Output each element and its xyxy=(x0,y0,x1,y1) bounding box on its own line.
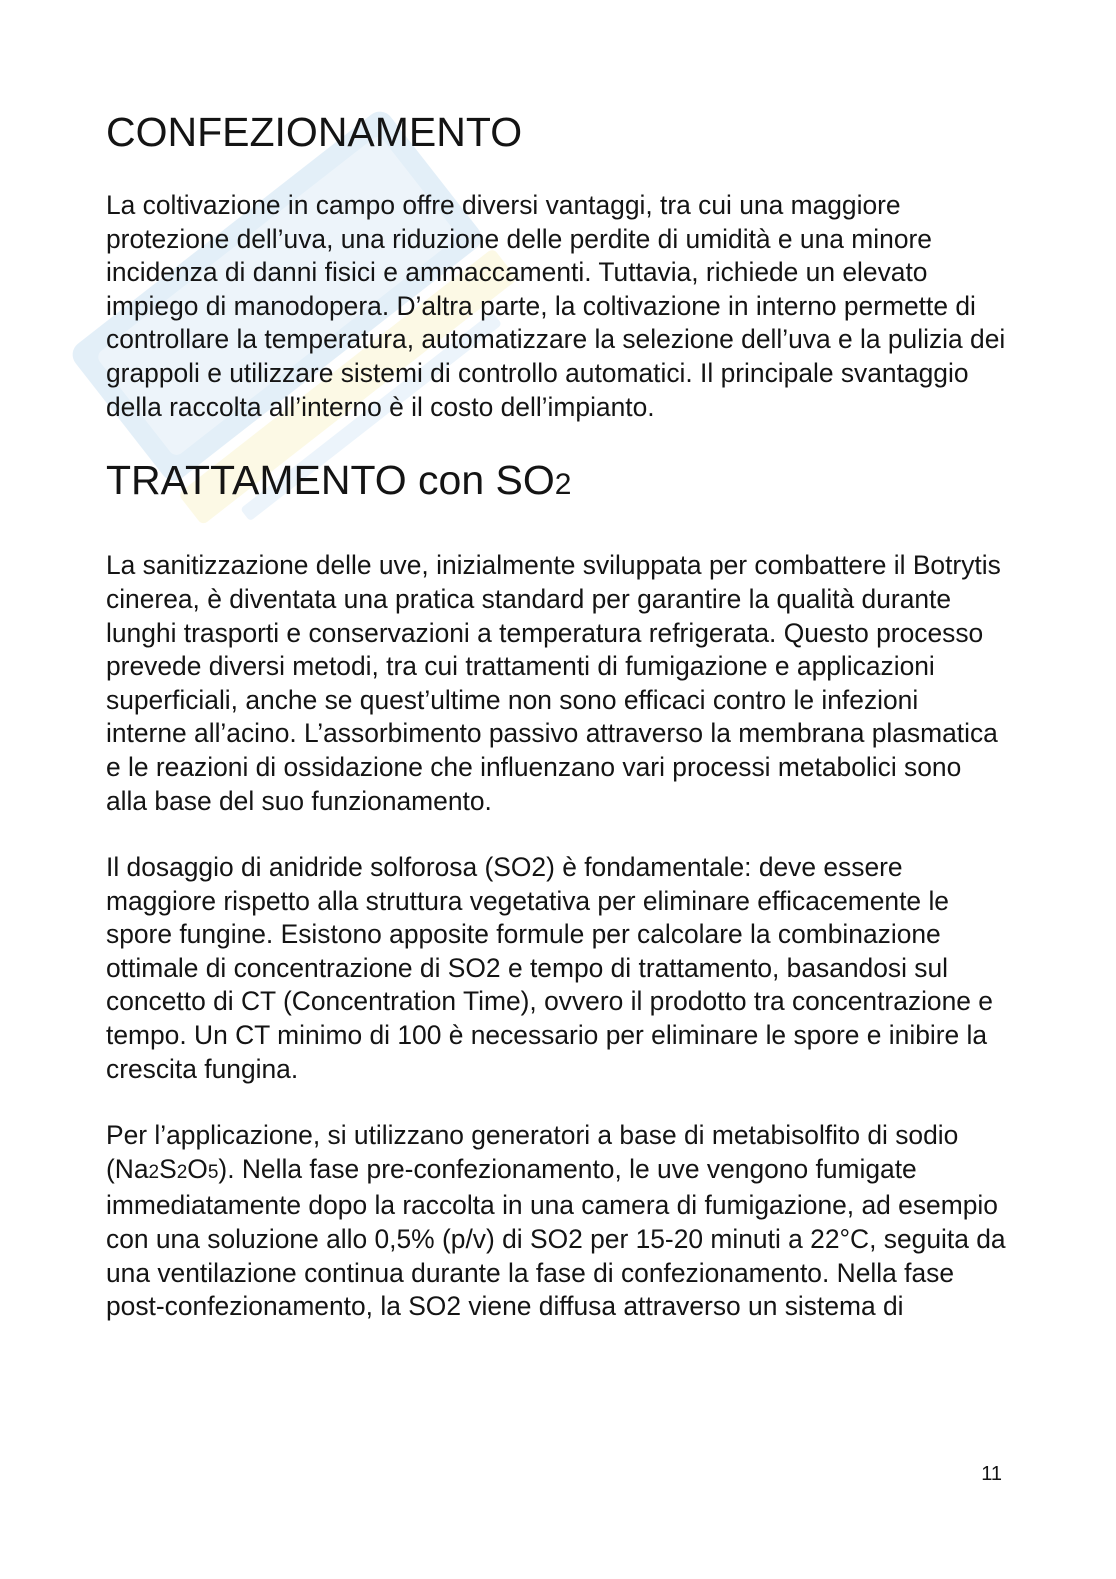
formula-subscript-o: 5 xyxy=(207,1161,219,1183)
page-number: 11 xyxy=(981,1463,1002,1485)
heading-trattamento xyxy=(106,458,1006,503)
paragraph-trattamento-2: Il dosaggio di anidride solforosa (SO2) è fondamentale: deve essere maggiore rispetto alla struttura vegetativa per eliminare efficacemente le spore fungine. Esistono apposite formule per calcolare la combinazione ottimale di concentrazione di SO2 e tempo di trattamento, basandosi sul concetto di CT (Concentration Time), ovvero il prodotto tra concentrazione e tempo. Un CT minimo di 100 è necessario per eliminare le spore e inibire la crescita fungina. xyxy=(106,852,993,1084)
formula-s: S xyxy=(159,1153,177,1184)
paragraph-trattamento-3 xyxy=(106,1119,1006,1324)
formula-subscript-s: 2 xyxy=(176,1161,188,1183)
page-content xyxy=(106,100,1006,1324)
formula-subscript-na: 2 xyxy=(148,1161,160,1183)
paragraph-confezionamento: La coltivazione in campo offre diversi vantaggi, tra cui una maggiore protezione dell’uva, una riduzione delle perdite di umidità e una minore incidenza di danni fisici e ammaccamenti. Tuttavia, richiede un elevato impiego di manodopera. D’altra parte, la coltivazione in interno permette di controllare la temperatura, automatizzare la selezione dell’uva e la pulizia dei grappoli e utilizzare sistemi di controllo automatici. Il principale svantaggio della raccolta all’interno è il costo dell’impianto. xyxy=(106,190,1006,422)
heading-confezionamento: CONFEZIONAMENTO xyxy=(106,109,523,155)
paragraph-3-end: ). Nella fase pre-confezionamento, le uve vengono fumigate immediatamente dopo la raccolta in una camera di fumigazione, ad esempio con una soluzione allo 0,5% (p/v) di SO2 per 15-20 minuti a 22°C, seguita da una ventilazione continua durante la fase di confezionamento. Nella fase post-confezionamento, la SO2 viene diffusa attraverso un sistema di xyxy=(106,1153,1006,1322)
heading-trattamento-subscript: 2 xyxy=(554,468,572,502)
formula-o: O xyxy=(187,1153,208,1184)
paragraph-3-start: Per l’applicazione, si utilizzano generatori a base di metabisolfito di sodio (Na xyxy=(106,1120,959,1184)
heading-trattamento-text: TRATTAMENTO con SO xyxy=(106,457,555,504)
paragraph-trattamento-1: La sanitizzazione delle uve, inizialmente sviluppata per combattere il Botrytis cinerea, è diventata una pratica standard per garantire la qualità durante lunghi trasporti e conservazioni a temperatura refrigerata. Questo processo prevede diversi metodi, tra cui trattamenti di fumigazione e applicazioni superficiali, anche se quest’ultime non sono efficaci contro le infezioni interne all’acino. L’assorbimento passivo attraverso la membrana plasmatica e le reazioni di ossidazione che influenzano vari processi metabolici sono alla base del suo funzionamento. xyxy=(106,550,1001,816)
